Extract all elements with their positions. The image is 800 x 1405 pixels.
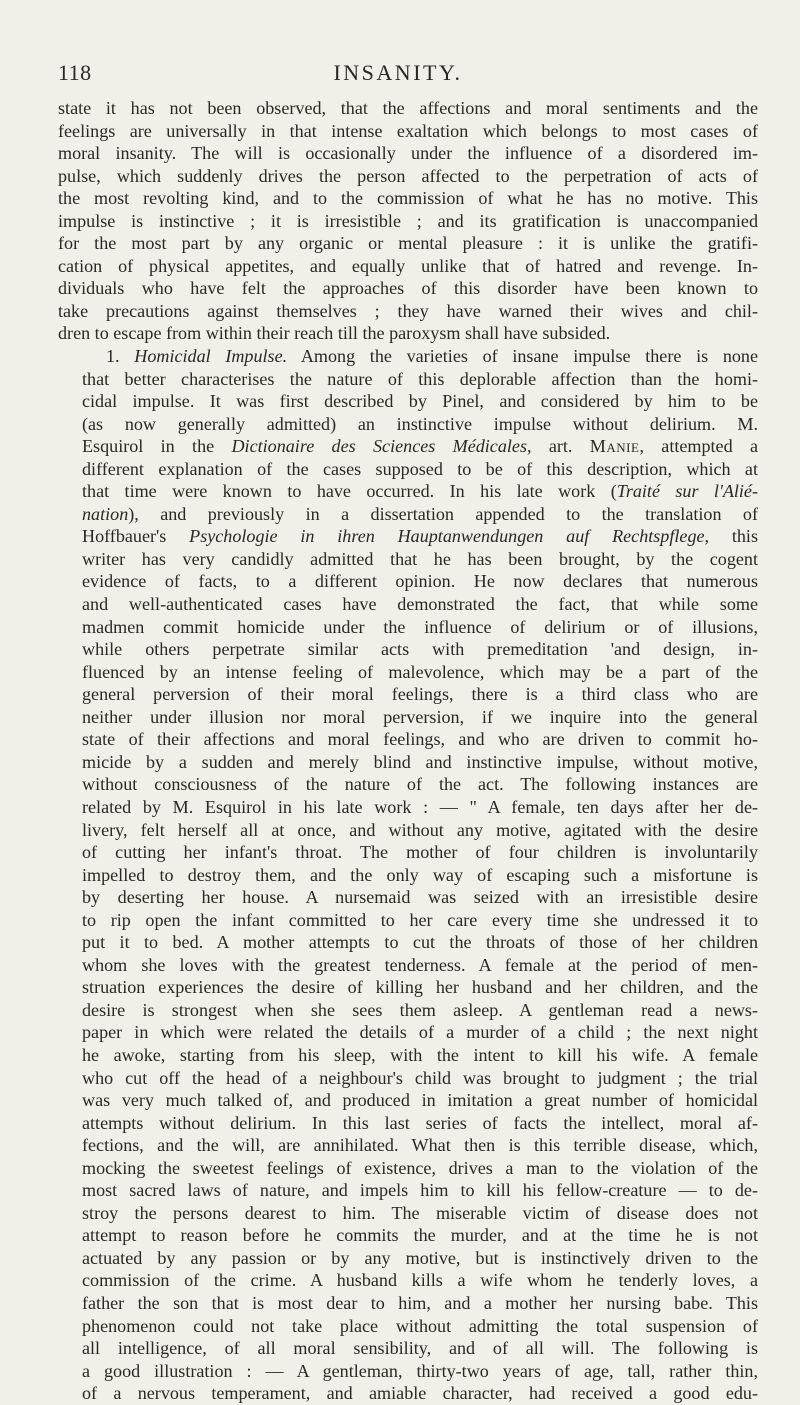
text-line: commission of the crime. A husband kills a wife whom he tenderly loves, a	[82, 1270, 758, 1291]
text-line: feelings are universally in that intense exaltation which belongs to most cases of	[58, 120, 758, 141]
text-line: of a nervous temperament, and amiable character, had received a good edu-	[82, 1383, 758, 1404]
text-line: (as now generally admitted) an instinctive impulse without delirium. M.	[82, 413, 758, 434]
text-line: moral insanity. The will is occasionally under the influence of a disordered im-	[58, 143, 758, 164]
late-work-title: Traité sur l'Alié-	[616, 481, 758, 502]
text-line: micide by a sudden and merely blind and instinctive impulse, without motive,	[82, 751, 758, 772]
text-line: that better characterises the nature of this deplorable affection than the homi-	[82, 368, 758, 389]
text-line: a good illustration : — A gentleman, thirty-two years of age, tall, rather thin,	[82, 1360, 758, 1381]
section-lead: Among the varieties of insane impulse there is none	[287, 346, 758, 367]
text-fragment: this	[709, 526, 759, 547]
text-line: impulse is instinctive ; it is irresistible ; and its gratification is unaccompanied	[58, 210, 758, 231]
text-line: state it has not been observed, that the affections and moral sentiments and the	[58, 98, 758, 118]
text-line: madmen commit homicide under the influence of delirium or of illusions,	[82, 616, 758, 637]
text-line: attempts without delirium. In this last series of facts the intellect, moral af-	[82, 1112, 758, 1133]
text-fragment: , attempted a	[639, 436, 758, 457]
text-fragment: Esquirol in the	[82, 436, 232, 457]
text-line: struation experiences the desire of killing her husband and her children, and the	[82, 977, 758, 998]
text-line	[58, 480, 758, 503]
text-line: the most revolting kind, and to the commission of what he has no motive. This	[58, 188, 758, 209]
text-line: most sacred laws of nature, and impels him to kill his fellow-creature — to de-	[82, 1180, 758, 1201]
dictionary-title: Dictionaire des Sciences Médicales,	[231, 436, 532, 457]
text-line: general perversion of their moral feelings, there is a third class who are	[82, 684, 758, 705]
page-number: 118	[58, 60, 92, 85]
text-line: he awoke, starting from his sleep, with the intent to kill his wife. A female	[82, 1044, 758, 1065]
text-line: take precautions against themselves ; they have warned their wives and chil-	[58, 300, 758, 321]
opening-paragraph	[58, 97, 758, 345]
text-line: was very much talked of, and produced in imitation a great number of homicidal	[82, 1090, 758, 1111]
text-line: paper in which were related the details of a murder of a child ; the next night	[82, 1022, 758, 1043]
text-line: impelled to destroy them, and the only way of escaping such a misfortune is	[82, 864, 758, 885]
text-line: desire is strongest when she sees them asleep. A gentleman read a news-	[82, 999, 758, 1020]
text-line: fections, and the will, are annihilated. What then is this terrible disease, which,	[82, 1135, 758, 1156]
section-number: 1.	[106, 346, 120, 367]
article-name: Manie	[589, 436, 640, 457]
text-line: dren to escape from within their reach till the paroxysm shall have subsided.	[58, 323, 611, 344]
text-line: dividuals who have felt the approaches of this disorder have been known to	[58, 278, 758, 299]
text-line: while others perpetrate similar acts with premeditation 'and design, in-	[82, 639, 758, 660]
section-heading-line	[58, 345, 758, 368]
running-head	[58, 60, 738, 90]
text-line: without consciousness of the nature of the act. The following instances are	[82, 774, 758, 795]
text-line: by deserting her house. A nursemaid was seized with an irresistible desire	[82, 887, 758, 908]
text-line: all intelligence, of all moral sensibility, and of all will. The following is	[82, 1338, 758, 1359]
text-line: mocking the sweetest feelings of existence, drives a man to the violation of the	[82, 1157, 758, 1178]
text-line: put it to bed. A mother attempts to cut the throats of those of her children	[82, 932, 758, 953]
text-line: pulse, which suddenly drives the person affected to the perpetration of acts of	[58, 165, 758, 186]
text-line: writer has very candidly admitted that he has been brought, by the cogent	[82, 548, 758, 569]
text-line: stroy the persons dearest to him. The miserable victim of disease does not	[82, 1202, 758, 1223]
text-line	[58, 503, 758, 526]
text-line: to rip open the infant committed to her care every time she undressed it to	[82, 909, 758, 930]
text-fragment: Hoffbauer's	[82, 526, 190, 547]
text-line	[58, 525, 758, 548]
text-fragment: that time were known to have occurred. In his late work (	[82, 481, 617, 502]
text-line: attempt to reason before he commits the murder, and at the time he is not	[82, 1225, 758, 1246]
text-line: whom she loves with the greatest tenderness. A female at the period of men-	[82, 954, 758, 975]
text-line: neither under illusion nor moral perversion, if we inquire into the general	[82, 706, 758, 727]
text-line: state of their affections and moral feelings, and who are driven to commit ho-	[82, 729, 758, 750]
text-line: and well-authenticated cases have demonstrated the fact, that while some	[82, 594, 758, 615]
text-line: related by M. Esquirol in his late work : — " A female, ten days after her de-	[82, 796, 758, 817]
text-line: fluenced by an intense feeling of malevolence, which may be a part of the	[82, 661, 758, 682]
text-line: actuated by any passion or by any motive, but is instinctively driven to the	[82, 1247, 758, 1268]
section-heading: Homicidal Impulse.	[134, 346, 288, 367]
homicidal-impulse-paragraph	[58, 345, 758, 1405]
text-line: for the most part by any organic or mental pleasure : it is unlike the gratifi-	[58, 233, 758, 254]
text-line: of cutting her infant's throat. The mother of four children is involuntarily	[82, 842, 758, 863]
text-line: father the son that is most dear to him, and a mother her nursing babe. This	[82, 1292, 758, 1313]
text-line: cidal impulse. It was first described by Pinel, and considered by him to be	[82, 391, 758, 412]
text-line: different explanation of the cases supposed to be of this description, which at	[82, 458, 758, 479]
text-line: cation of physical appetites, and equally unlike that of hatred and revenge. In-	[58, 255, 758, 276]
text-line: who cut off the head of a neighbour's child was brought to judgment ; the trial	[82, 1067, 758, 1088]
text-fragment: art.	[531, 436, 590, 457]
text-line: evidence of facts, to a different opinion. He now declares that numerous	[82, 571, 758, 592]
text-line: livery, felt herself all at once, and without any motive, agitated with the desire	[82, 819, 758, 840]
late-work-title-cont: nation	[82, 503, 129, 524]
text-fragment: ), and previously in a dissertation appended to the translation of	[128, 503, 758, 524]
text-line: phenomenon could not take place without admitting the total suspension of	[82, 1315, 758, 1336]
hoffbauer-title: Psychologie in ihren Hauptanwendungen auf Rechtspflege,	[189, 526, 710, 547]
text-line	[58, 435, 758, 458]
running-title: INSANITY.	[333, 60, 463, 85]
body-text	[58, 97, 758, 1405]
